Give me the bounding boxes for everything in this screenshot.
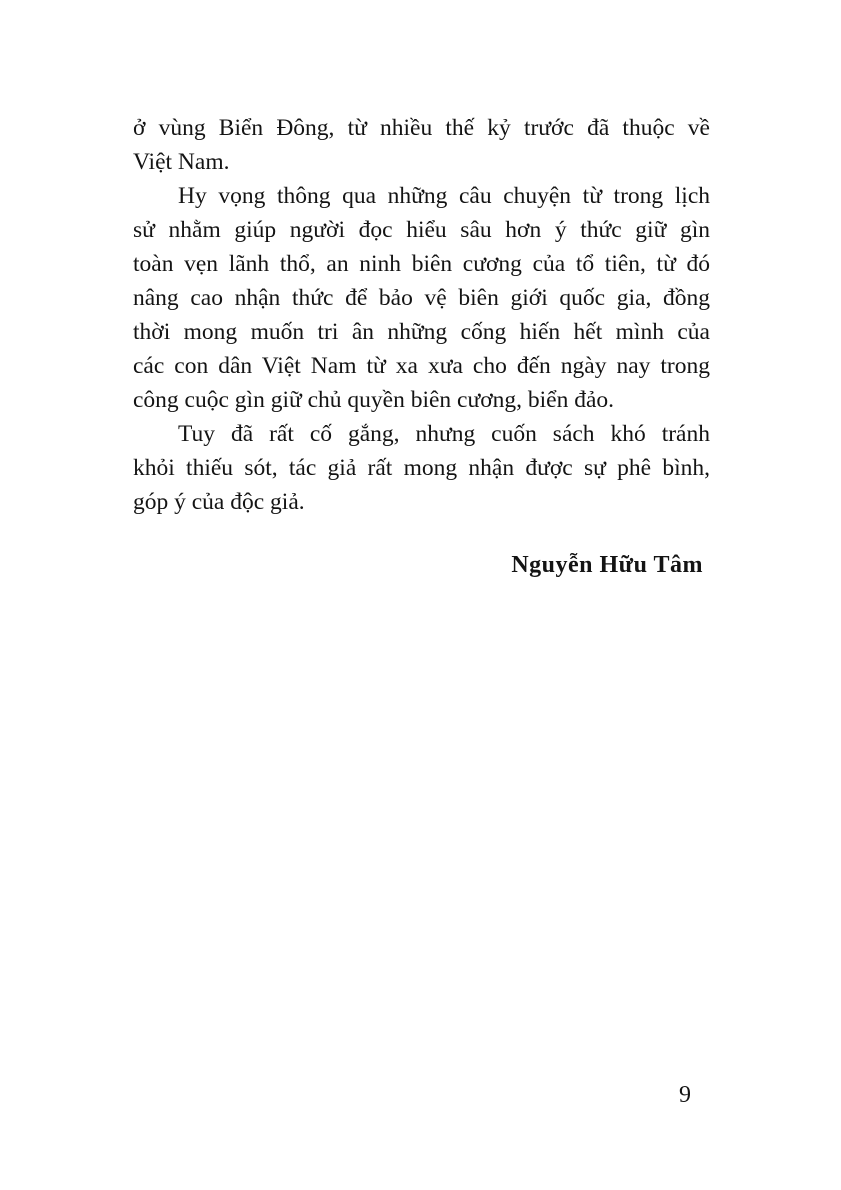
text-line: Việt Nam. bbox=[133, 149, 230, 175]
paragraph bbox=[133, 111, 710, 179]
paragraph bbox=[133, 179, 710, 417]
page-number: 9 bbox=[679, 1082, 691, 1108]
text-line: ở vùng Biển Đông, từ nhiều thế kỷ trước đã thuộc về bbox=[133, 115, 710, 141]
author-signature: Nguyễn Hữu Tâm bbox=[511, 552, 703, 578]
text-line: sử nhằm giúp người đọc hiểu sâu hơn ý thức giữ gìn bbox=[133, 217, 710, 243]
text-line: Hy vọng thông qua những câu chuyện từ trong lịch bbox=[178, 183, 710, 209]
text-line: nâng cao nhận thức để bảo vệ biên giới quốc gia, đồng bbox=[133, 285, 710, 311]
text-line: thời mong muốn tri ân những cống hiến hết mình của bbox=[133, 319, 710, 345]
paragraph bbox=[133, 417, 710, 519]
text-line: khỏi thiếu sót, tác giả rất mong nhận được sự phê bình, bbox=[133, 455, 710, 481]
text-line: góp ý của độc giả. bbox=[133, 489, 305, 515]
text-line: công cuộc gìn giữ chủ quyền biên cương, biển đảo. bbox=[133, 387, 615, 413]
text-line: Tuy đã rất cố gắng, nhưng cuốn sách khó tránh bbox=[178, 421, 710, 447]
text-line: các con dân Việt Nam từ xa xưa cho đến ngày nay trong bbox=[133, 353, 710, 379]
text-block bbox=[133, 111, 710, 582]
text-line: toàn vẹn lãnh thổ, an ninh biên cương của tổ tiên, từ đó bbox=[133, 251, 710, 277]
